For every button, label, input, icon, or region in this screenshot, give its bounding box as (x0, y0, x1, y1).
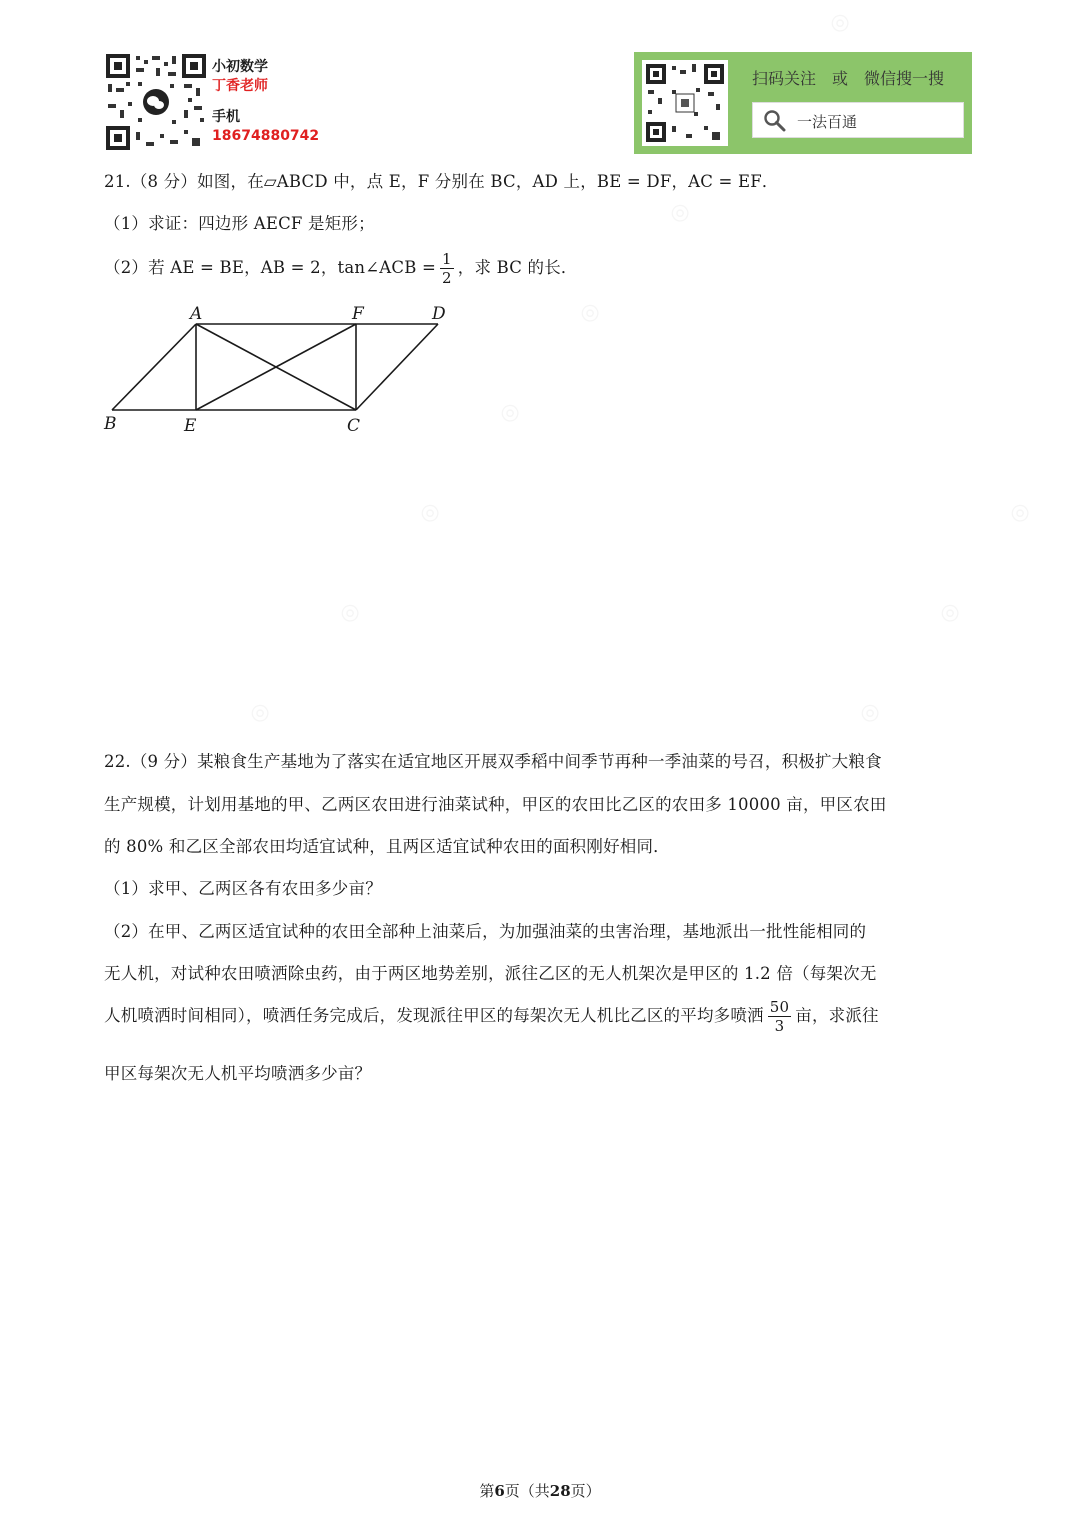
label-A: A (190, 304, 203, 324)
q22-part2-line3-prefix: 人机喷洒时间相同），喷洒任务完成后，发现派往甲区的每架次无人机比乙区的平均多喷洒 (104, 1006, 764, 1025)
q21-stem-line (104, 168, 779, 192)
label-B: B (104, 414, 117, 434)
footer-page-number: 6 (494, 1482, 505, 1500)
banner-qr-code (642, 60, 728, 146)
q22-fraction (768, 998, 792, 1035)
q22-part2-line4: 甲区每架次无人机平均喷洒多少亩？ (104, 1064, 372, 1083)
footer-prefix: 第 (479, 1482, 495, 1500)
search-query: 一法百通 (797, 113, 858, 131)
scan-follow-text: 扫码关注 或 微信搜一搜 (752, 69, 945, 88)
q21-stem: 如图，在▱ABCD 中，点 E，F 分别在 BC，AD 上，BE = DF，AC = EF． (197, 172, 779, 191)
q21-fraction-denominator: 2 (442, 269, 452, 287)
watermark: ◎ (934, 596, 965, 629)
watermark: ◎ (494, 396, 525, 429)
label-C: C (347, 416, 361, 436)
q21-part1: （1）求证：四边形 AECF 是矩形； (104, 214, 375, 233)
parallelogram-figure (100, 300, 460, 440)
watermark: ◎ (664, 196, 695, 229)
wechat-follow-banner (634, 52, 972, 154)
footer-total-pages: 28 (549, 1482, 571, 1500)
contact-info (212, 58, 319, 146)
search-box[interactable] (752, 102, 964, 138)
q22-line3: 的 80% 和乙区全部农田均适宜试种，且两区适宜试种农田的面积刚好相同． (104, 837, 670, 856)
watermark: ◎ (334, 596, 365, 629)
contact-phone: 18674880742 (212, 128, 320, 144)
contact-subject: 小初数学 (212, 59, 268, 75)
q22-part2-line3-suffix: 亩，求派往 (795, 1006, 879, 1025)
q22-part2-line2: 无人机，对试种农田喷洒除虫药，由于两区地势差别，派往乙区的无人机架次是甲区的 1.2 倍（每架次无 (104, 964, 877, 983)
segment-AB (112, 324, 196, 410)
q21-part2 (104, 250, 578, 287)
q22-part2-line3 (104, 998, 879, 1035)
q22-line2: 生产规模，计划用基地的甲、乙两区农田进行油菜试种，甲区的农田比乙区的农田多 10000 亩，甲区农田 (104, 795, 887, 814)
contact-teacher: 丁香老师 (212, 78, 268, 94)
label-E: E (184, 416, 197, 436)
watermark: ◎ (574, 296, 605, 329)
q21-score: （8 分） (130, 172, 198, 191)
footer-middle: 页（共 (504, 1482, 550, 1500)
q21-part2-suffix: ，求 BC 的长． (457, 258, 578, 277)
label-D: D (432, 304, 446, 324)
q22-fraction-denominator: 3 (774, 1017, 785, 1035)
search-icon (763, 109, 787, 133)
watermark: ◎ (824, 6, 855, 39)
q22-part2-line1: （2）在甲、乙两区适宜试种的农田全部种上油菜后，为加强油菜的虫害治理，基地派出一批性能相同的 (104, 922, 867, 941)
page-footer (0, 1480, 1080, 1501)
label-F: F (352, 304, 364, 324)
q21-part2-prefix: （2）若 AE = BE，AB = 2，tan∠ACB = (104, 258, 436, 277)
q21-number: 21. (104, 172, 131, 191)
watermark: ◎ (854, 696, 885, 729)
watermark: ◎ (414, 496, 445, 529)
q22-fraction-numerator: 50 (769, 998, 790, 1016)
q22-line1: 22.（9 分）某粮食生产基地为了落实在适宜地区开展双季稻中间季节再种一季油菜的号召，积极扩大粮食 (104, 752, 882, 771)
contact-phone-label: 手机 (212, 109, 240, 125)
segment-DC (356, 324, 438, 410)
watermark: ◎ (244, 696, 275, 729)
footer-suffix: 页） (570, 1482, 601, 1500)
q21-fraction (440, 250, 454, 287)
wechat-qr-code (104, 52, 208, 152)
q21-fraction-numerator: 1 (442, 250, 452, 268)
q22-part1: （1）求甲、乙两区各有农田多少亩？ (104, 879, 382, 898)
watermark: ◎ (1004, 496, 1035, 529)
